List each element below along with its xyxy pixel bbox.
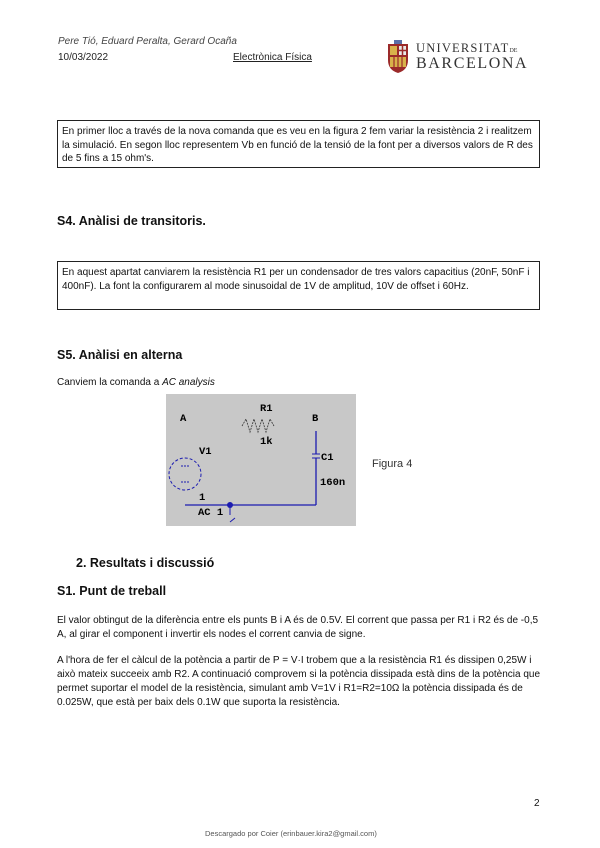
page-number: 2 (534, 798, 540, 809)
pin-label: 1 (199, 492, 206, 504)
ground-tick (230, 518, 235, 522)
paragraph-voltage: El valor obtingut de la diferència entre els punts B i A és de 0.5V. El corrent que passa per R1 i R2 és de -0,5 A, al girar el component i invertir els nodes el corrent canvia de signe. (57, 615, 539, 640)
university-logo (384, 38, 534, 78)
header-subject: Electrònica Física (233, 52, 312, 63)
university-crest-icon (386, 40, 410, 74)
r1-label: R1 (260, 403, 273, 415)
figure-caption: Figura 4 (372, 458, 413, 470)
heading-s5: S5. Anàlisi en alterna (57, 348, 183, 362)
ac-analysis-command: AC analysis (162, 377, 215, 388)
ac-source-label: AC 1 (198, 507, 224, 519)
s5-intro-text: Canviem la comanda a AC analysis (57, 377, 215, 388)
v1-label: V1 (199, 446, 212, 458)
c1-value: 160n (320, 477, 346, 489)
header-date: 10/03/2022 (58, 52, 109, 63)
c1-label: C1 (321, 452, 334, 464)
download-footer: Descargado por Coier (erinbauer.kira2@gmail.com) (205, 829, 377, 838)
node-b-label: B (312, 413, 319, 425)
heading-s4: S4. Anàlisi de transitoris. (57, 214, 206, 228)
university-name-line2: BARCELONA (416, 55, 529, 72)
r1-value: 1k (260, 436, 273, 448)
resistor-r1-symbol (242, 419, 274, 432)
note-box-simulation: En primer lloc a través de la nova comanda que es veu en la figura 2 fem variar la resistència 2 i realitzem la simulació. En segon lloc representem Vb en funció de la tensió de la font per a diversos valors de R des de 5 fins a 15 ohm's. (57, 120, 540, 168)
note-box-transients: En aquest apartat canviarem la resistència R1 per un condensador de tres valors capacitius (20nF, 50nF i 400nF). La font la configurarem al mode sinusoidal de 1V de amplitud, 10V de offset i 60Hz. (57, 261, 540, 310)
paragraph-power: A l'hora de fer el càlcul de la potència a partir de P = V·I trobem que a la resistència R1 és dissipen 0,25W i això mateix succeeix amb R2. A continuació comprovem si la potència dissipada està dins de la potència que permet suportar el model de la resistència, simulant amb V=1V i R1=R2=10Ω la potència dissipada és de 0.025W, que està per baix dels 0.1W que suporta la resistència. (57, 655, 541, 708)
node-a-label: A (180, 413, 187, 425)
heading-results: 2. Resultats i discussió (76, 556, 215, 570)
circuit-figure (166, 394, 356, 526)
heading-s1: S1. Punt de treball (57, 584, 167, 598)
university-name-line1: UNIVERSITATDE (416, 41, 518, 55)
header-authors: Pere Tió, Eduard Peralta, Gerard Ocaña (58, 36, 237, 47)
voltage-source-symbol (169, 458, 201, 490)
